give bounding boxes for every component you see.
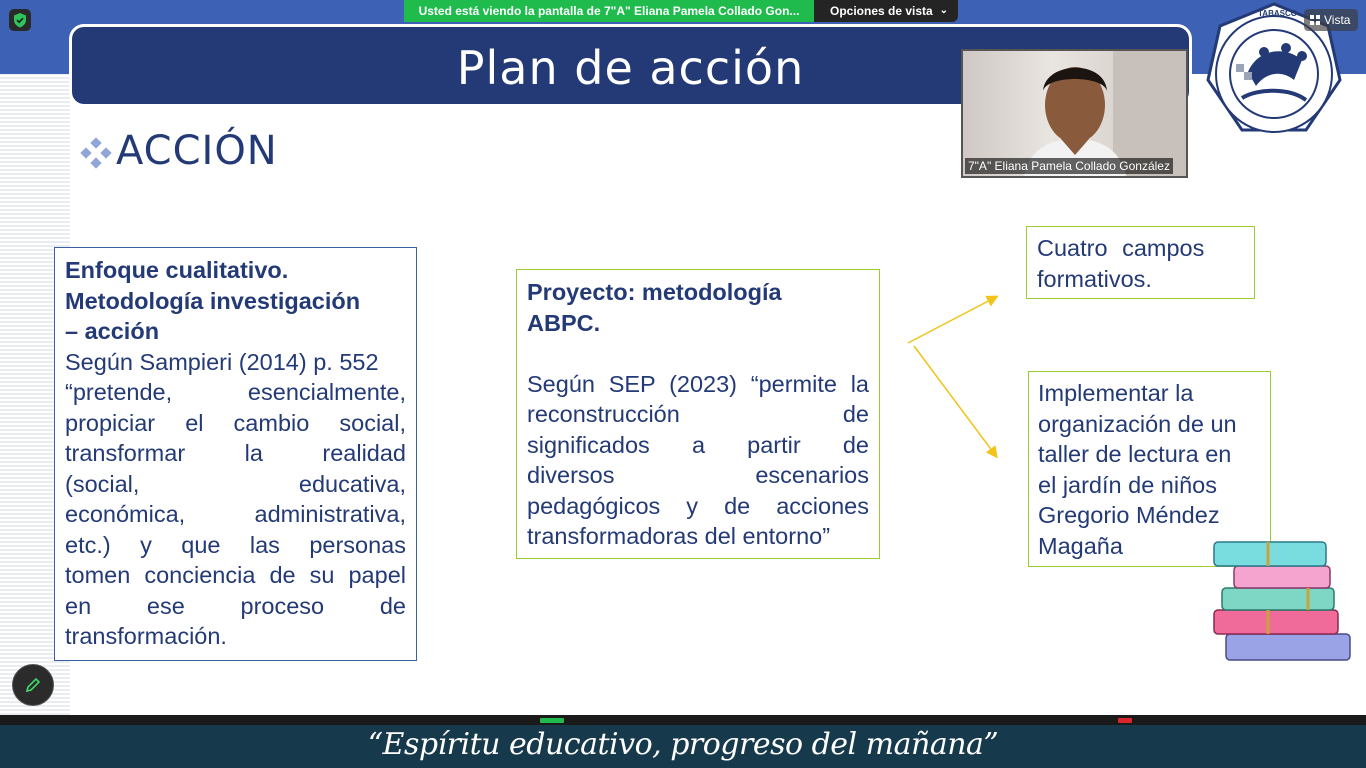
slide-title: Plan de acción xyxy=(456,41,805,95)
screen-share-banner: Usted está viendo la pantalla de 7"A" Eliana Pamela Collado Gon... xyxy=(404,0,814,22)
books-icon xyxy=(1208,540,1356,665)
box4-line: organización de un xyxy=(1038,410,1237,437)
box2-body-line: transformadoras del entorno” xyxy=(527,523,831,549)
box1-body-line: tomen conciencia de su papel xyxy=(65,562,406,588)
reading-workshop-box xyxy=(1028,371,1271,567)
meeting-toolbar[interactable] xyxy=(0,715,1366,725)
motto-text: “Espíritu educativo, progreso del mañana” xyxy=(367,727,999,762)
box3-line: Cuatro campos xyxy=(1037,235,1205,261)
box4-line: Magaña xyxy=(1038,532,1123,559)
diamond-bullet-icon xyxy=(80,137,112,169)
box2-body-line: reconstrucción de xyxy=(527,401,869,427)
box2-body-line: pedagógicos y de acciones xyxy=(527,492,869,519)
security-shield-button[interactable] xyxy=(9,9,31,31)
box4-line: Gregorio Méndez xyxy=(1038,502,1220,528)
box4-line: el jardín de niños xyxy=(1038,471,1217,498)
qualitative-approach-box xyxy=(54,247,417,661)
box1-bold-line: Metodología investigación xyxy=(65,287,361,314)
box2-bold-line: Proyecto: metodología xyxy=(527,279,782,305)
box2-body-line: diversos escenarios xyxy=(527,462,869,488)
box1-body-line: etc.) y que las personas xyxy=(65,531,406,558)
project-methodology-box xyxy=(516,269,880,559)
chevron-down-icon: ⌄ xyxy=(939,5,948,16)
annotate-button[interactable] xyxy=(12,664,54,706)
box4-line: taller de lectura en xyxy=(1038,441,1232,467)
view-options-dropdown[interactable] xyxy=(814,0,958,22)
vista-label: Vista xyxy=(1324,13,1351,27)
box1-body-line: propiciar el cambio social, xyxy=(65,409,406,436)
arrow-icon xyxy=(908,297,996,343)
box1-body-line: económica, administrativa, xyxy=(65,501,406,527)
section-heading xyxy=(80,128,278,174)
participant-video[interactable] xyxy=(961,49,1188,178)
arrow-icon xyxy=(914,346,996,456)
vista-button[interactable] xyxy=(1304,9,1358,31)
connector-arrows xyxy=(900,290,1010,465)
notification-badge xyxy=(1118,718,1132,723)
grid-view-icon xyxy=(1310,15,1320,25)
box1-bold-line: Enfoque cualitativo. xyxy=(65,257,289,283)
box1-body-line: transformación. xyxy=(65,623,227,649)
logo-text: TABASCO xyxy=(1258,9,1297,18)
box1-bold-line: – acción xyxy=(65,318,160,344)
box2-spacer xyxy=(527,338,869,369)
box1-body-line: transformar la realidad xyxy=(65,440,406,466)
motto-banner xyxy=(0,725,1366,768)
box1-body-line: (social, educativa, xyxy=(65,470,406,497)
view-options-label: Opciones de vista xyxy=(830,4,933,18)
box1-body-line: Según Sampieri (2014) p. 552 xyxy=(65,348,379,375)
section-heading-text: ACCIÓN xyxy=(116,128,278,174)
pen-icon xyxy=(24,676,42,694)
box4-line: Implementar la xyxy=(1038,380,1194,406)
box2-body-line: significados a partir de xyxy=(527,431,869,458)
box1-body-line: “pretende, esencialmente, xyxy=(65,379,406,405)
box1-body-line: en ese proceso de xyxy=(65,592,406,619)
participant-name: 7"A" Eliana Pamela Collado González xyxy=(965,158,1173,174)
box3-line: formativos. xyxy=(1037,265,1152,292)
box2-bold-line: ABPC. xyxy=(527,309,601,336)
formative-fields-box xyxy=(1026,226,1255,299)
box2-body-line: Según SEP (2023) “permite la xyxy=(527,370,869,397)
shield-icon xyxy=(9,9,31,31)
share-toolbar-indicator[interactable] xyxy=(540,718,564,723)
